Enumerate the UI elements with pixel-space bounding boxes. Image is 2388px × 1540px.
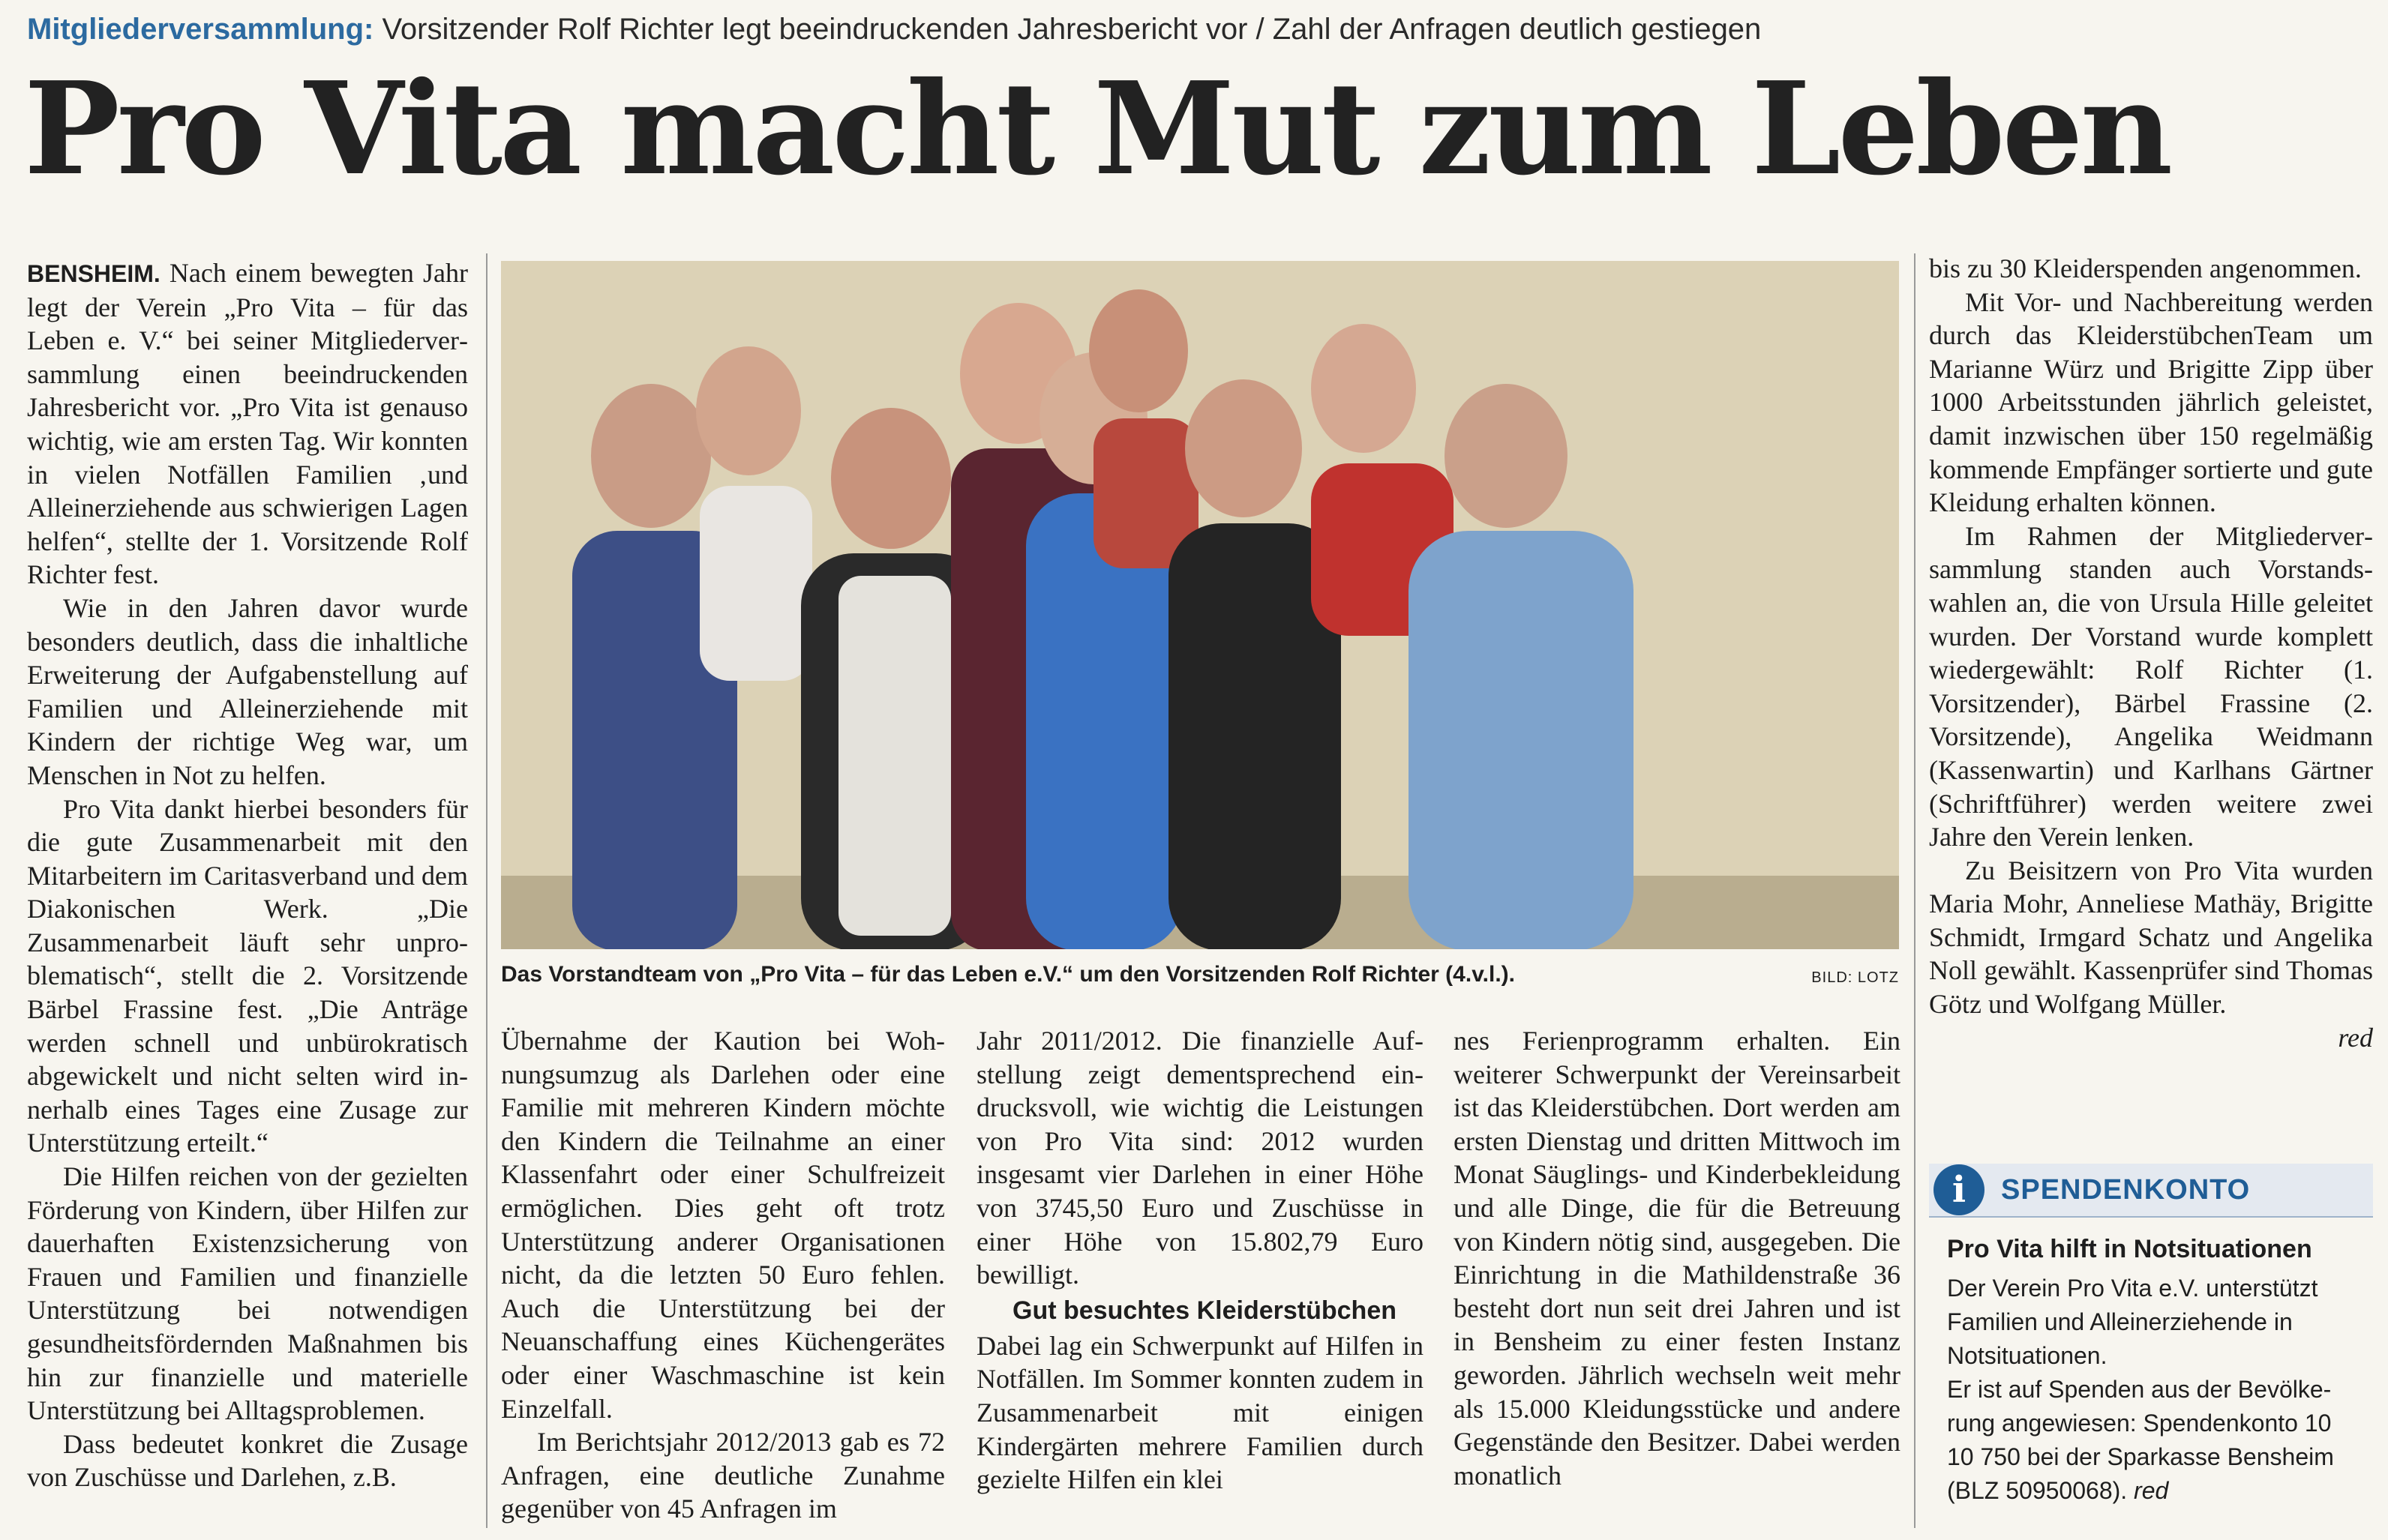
infobox-title: SPENDENKONTO <box>2001 1173 2251 1206</box>
infobox-paragraph-text: Er ist auf Spenden aus der Bevölkerung angewiesen: Spendenkonto 10 10 750 bei der Sparkasse Bensheim (BLZ 50950068). <box>1947 1376 2334 1504</box>
info-icon: i <box>1934 1164 1984 1215</box>
infobox-paragraph: Der Verein Pro Vita e.V. unterstützt Familien und Alleinerziehende in Notsituationen. <box>1947 1275 2318 1369</box>
headline: Pro Vita macht Mut zum Leben <box>24 54 2170 204</box>
group-photo-illustration <box>501 261 1899 949</box>
paragraph <box>27 256 468 592</box>
kicker-text: Vorsitzender Rolf Richter legt beeindruckenden Jahresbericht vor / Zahl der Anfragen deutlich gestiegen <box>382 13 1762 46</box>
infobox-body <box>1947 1272 2352 1508</box>
paragraph: bis zu 30 Kleiderspenden angenommen. <box>1929 253 2362 283</box>
article-column-2 <box>501 1024 945 1526</box>
paragraph: Mit Vor- und Nachbereitung werden durch das KleiderstübchenTeam um Marianne Würz und Brigitte Zipp über 1000 Arbeitsstunden jährlich geleistet, damit inzwischen über 150 regelmäßig kommende Empfänger sortierte und gute Kleidung erhalten können. <box>1929 286 2373 518</box>
column-rule <box>486 253 488 1528</box>
paragraph: Übernahme der Kaution bei Wohnungsumzug als Darlehen oder eine Familie mit mehreren Kindern möchte den Kindern die Teilnahme an einer Klassenfahrt oder einer Schulfreizeit ermöglichen. Dies geht oft trotz Unterstützung anderer Organisationen nicht, da die letzten 50 Euro fehlen. Auch die Unterstützung bei der Neuanschaffung eines Küchengerätes oder einer Waschmaschine ist kein Einzelfall. <box>501 1026 945 1424</box>
article-column-3 <box>976 1024 1424 1497</box>
column-rule <box>1914 253 1916 1528</box>
paragraph: Im Rahmen der Mitgliederversammlung standen auch Vorstandswahlen an, die von Ursula Hille geleitet wurden. Der Vorstand wurde komplett wiedergewählt: Rolf Richter (1. Vorsitzender), Bärbel Frassine (2. Vorsitzende), Angelika Weidmann (Kassenwartin) und Karlhans Gärtner (Schriftführer) werden weitere zwei Jahre den Verein lenken. <box>1929 520 2373 852</box>
paragraph: Jahr 2011/2012. Die finanzielle Aufstellung zeigt dementsprechend eindrucksvoll, wie wichtig die Leistungen von Pro Vita sind: 2012 wurden insgesamt vier Darlehen in einer Höhe von 3745,50 Euro und Zuschüsse in einer Höhe von 15.802,79 Euro bewilligt. <box>976 1026 1424 1290</box>
donation-infobox <box>1929 1164 2373 1524</box>
paragraph: Wie in den Jahren davor wurde besonders deutlich, dass die inhaltliche Erweiterung der Aufgabenstellung auf Familien und Alleinerziehende mit Kindern der richtige Weg war, um Menschen in Not zu helfen. <box>27 592 468 790</box>
dateline: BENSHEIM. <box>27 260 160 287</box>
article-column-5 <box>1929 252 2373 1054</box>
paragraph: Pro Vita dankt hierbei besonders für die gute Zusammenarbeit mit den Mitarbeitern im Caritasverband und dem Diakonischen Werk. „Die Zusammenarbeit läuft sehr unproblematisch“, stellt die 2. Vorsitzende Bärbel Frassine fest. „Die Anträge werden schnell und unbürokratisch abgewickelt und nicht selten wird innerhalb eines Tages eine Zusage zur Unterstützung erteilt.“ <box>27 793 468 1158</box>
paragraph-text: Nach einem bewegten Jahr legt der Verein „Pro Vita – für das Leben e. V.“ bei seiner Mitgliederversammlung einen beeindruckenden Jahresbericht vor. „Pro Vita ist genauso wichtig, wie am ersten Tag. Wir konnten in vielen Notfällen Familien ‚und Alleinerziehende aus schwierigen Lagen helfen“, stellte der 1. Vorsitzende Rolf Richter fest. <box>27 258 468 590</box>
caption-text: Das Vorstandteam von „Pro Vita – für das Leben e.V.“ um den Vorsitzenden Rolf Richter (4.v.l.). <box>501 962 1515 987</box>
kicker-topic: Mitgliederversammlung: <box>27 13 374 46</box>
photo-credit: BILD: LOTZ <box>1811 969 1899 986</box>
article-column-1 <box>27 256 468 1494</box>
paragraph: Die Hilfen reichen von der gezielten Förderung von Kindern, über Hilfen zur dauerhaften Existenzsicherung von Frauen und Familien und finanzielle Unterstützung bei notwendigen gesundheitsfördernden Maßnahmen bis hin zur finanzielle und materielle Unterstützung bei Alltagsproblemen. <box>27 1161 468 1426</box>
subheading: Gut besuchtes Kleiderstübchen <box>1012 1296 1396 1325</box>
paragraph: Im Berichtsjahr 2012/2013 gab es 72 Anfragen, eine deutliche Zunahme gegenüber von 45 Anfragen im <box>501 1427 945 1524</box>
photo-caption <box>501 960 1899 990</box>
infobox-byline: red <box>2134 1477 2169 1504</box>
paragraph: Dabei lag ein Schwerpunkt auf Hilfen in Notfällen. Im Sommer konnten zudem in Zusammenarbeit mit einigen Kindergärten mehrere Familien durch gezielte Hilfen ein klei <box>976 1330 1424 1495</box>
group-photo <box>501 261 1899 949</box>
paragraph: nes Ferienprogramm erhalten. Ein weiterer Schwerpunkt der Vereinsarbeit ist das Kleiderstübchen. Dort werden am ersten Dienstag und dritten Mittwoch im Monat Säuglings- und Kinderbekleidung und alle Dinge, die für die Betreuung von Kindern nötig sind, ausgegeben. Die Einrichtung in die Mathildenstraße 36 besteht dort nun seit drei Jahren und ist in Bensheim zu einer festen Instanz geworden. Jährlich wechseln weit mehr als 15.000 Kleidungsstücke und andere Gegenstände den Besitzer. Dabei werden monatlich <box>1454 1026 1900 1491</box>
article-column-4 <box>1454 1024 1900 1492</box>
paragraph: Zu Beisitzern von Pro Vita wurden Maria Mohr, Anneliese Mathäy, Brigitte Schmidt, Irmgard Schatz und Angelika Noll gewählt. Kassenprüfer sind Thomas Götz und Wolfgang Müller. <box>1929 855 2373 1020</box>
infobox-subtitle: Pro Vita hilft in Notsituationen <box>1947 1235 2312 1263</box>
paragraph: Dass bedeutet konkret die Zusage von Zuschüsse und Darlehen, z.B. <box>27 1428 468 1493</box>
infobox-header <box>1929 1164 2373 1218</box>
author-byline: red <box>2338 1022 2373 1053</box>
infobox-paragraph <box>1947 1373 2352 1508</box>
kicker-line <box>27 10 2360 48</box>
